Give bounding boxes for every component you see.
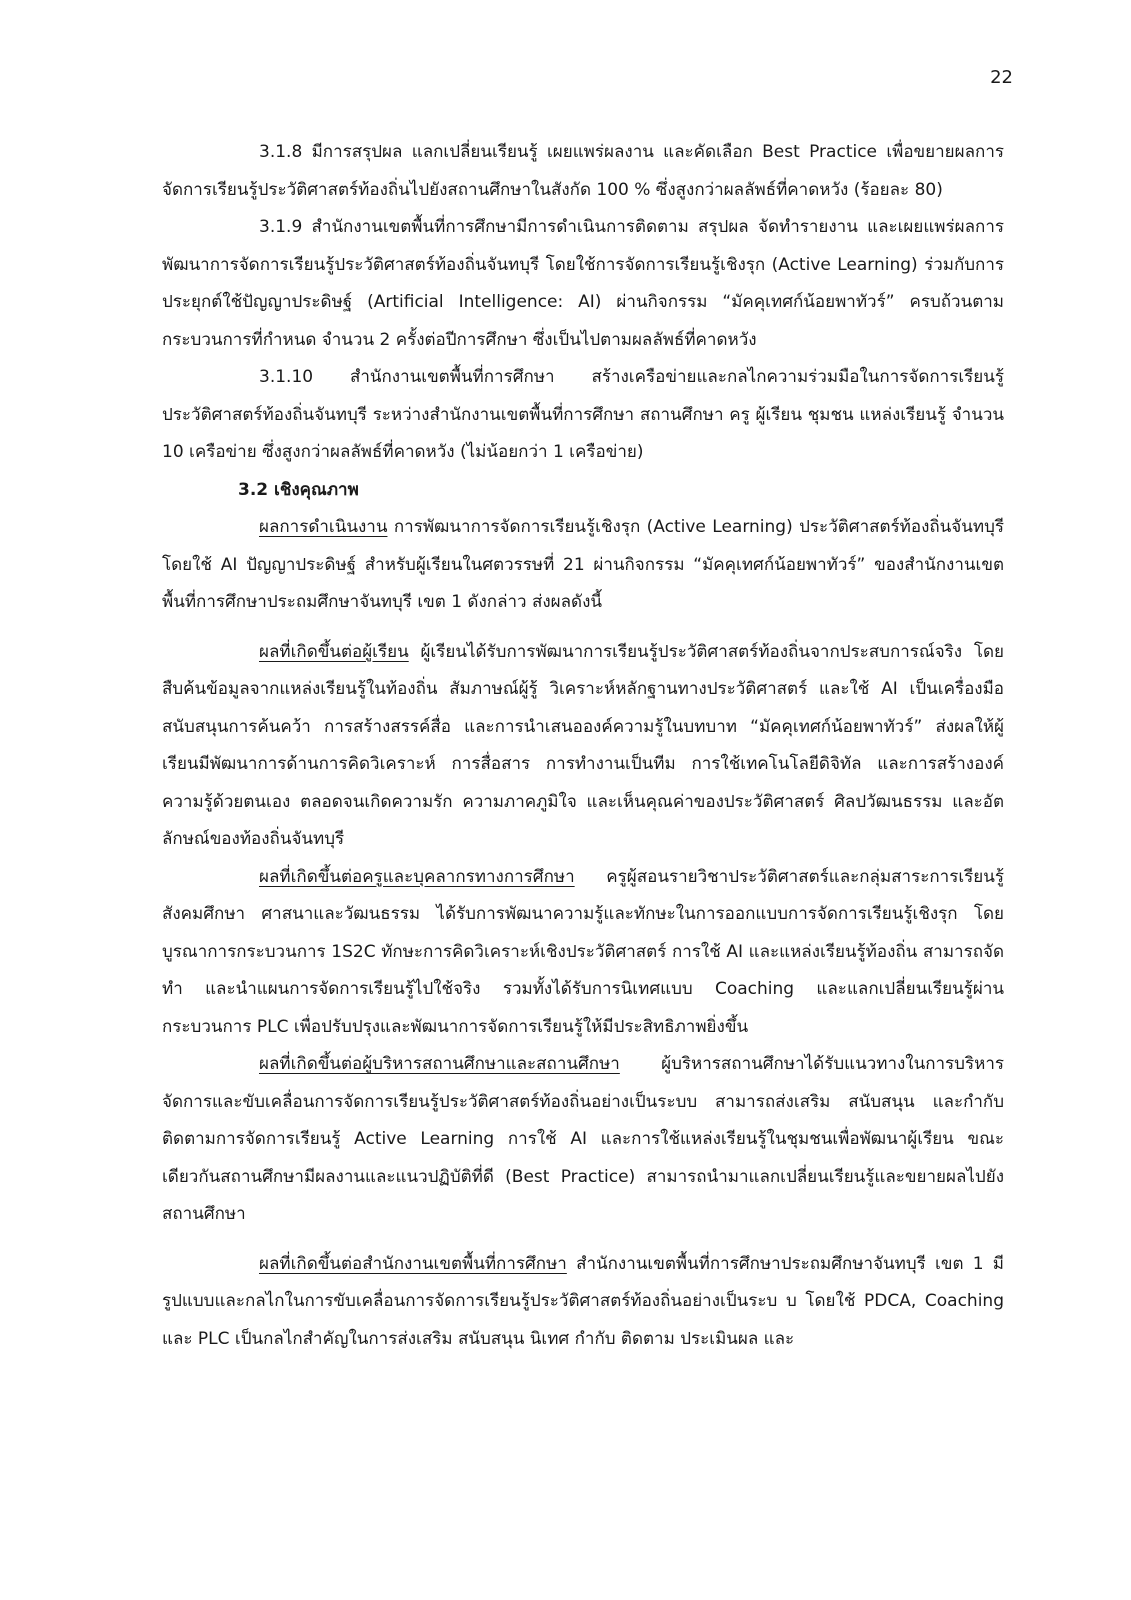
paragraph-text: 3.1.9 สำนักงานเขตพื้นที่การศึกษามีการดำเนินการติดตาม สรุปผล จัดทำรายงาน และเผยแพร่ผลการพัฒนาการจัดการเรียนรู้ประวัติศาสตร์ท้องถิ่นจันทบุรี โดยใช้การจัดการเรียนรู้เชิงรุก (Active Learning) ร่วมกับการประยุกต์ใช้ปัญญาประดิษฐ์ (Artificial Intelligence: AI) ผ่านกิจกรรม “มัคคุเทศก์น้อยพาทัวร์” ครบถ้วนตามกระบวนการที่กำหนด จำนวน 2 ครั้งต่อปีการศึกษา ซึ่งเป็นไปตามผลลัพธ์ที่คาดหวัง xyxy=(162,217,1004,350)
paragraph-text: ครูผู้สอนรายวิชาประวัติศาสตร์และกลุ่มสาระการเรียนรู้สังคมศึกษา ศาสนาและวัฒนธรรม ได้รับการพัฒนาความรู้และทักษะในการออกแบบการจัดการเรียนรู้เชิงรุก โดยบูรณาการกระบวนการ 1S2C ทักษะการคิดวิเคราะห์เชิงประวัติศาสตร์ การใช้ AI และแหล่งเรียนรู้ท้องถิ่น สามารถจัดทำ และนำแผนการจัดการเรียนรู้ไปใช้จริง รวมทั้งได้รับการนิเทศแบบ Coaching และแลกเปลี่ยนเรียนรู้ผ่านกระบวนการ PLC เพื่อปรับปรุงและพัฒนาการจัดการเรียนรู้ให้มีประสิทธิภาพยิ่งขึ้น xyxy=(162,866,1004,1037)
paragraph-3-1-9 xyxy=(162,209,1004,359)
paragraph-text: ผู้บริหารสถานศึกษาได้รับแนวทางในการบริหารจัดการและขับเคลื่อนการจัดการเรียนรู้ประวัติศาสตร์ท้องถิ่นอย่างเป็นระบบ สามารถส่งเสริม สนับสนุน และกำกับติดตามการจัดการเรียนรู้ Active Learning การใช้ AI และการใช้แหล่งเรียนรู้ในชุมชนเพื่อพัฒนาผู้เรียน ขณะเดียวกันสถานศึกษามีผลงานและแนวปฏิบัติที่ดี (Best Practice) สามารถนำมาแลกเปลี่ยนเรียนรู้และขยายผลไปยังสถานศึกษา xyxy=(162,1054,1004,1224)
paragraph-label: ผลที่เกิดขึ้นต่อสำนักงานเขตพื้นที่การศึกษา xyxy=(259,1253,567,1274)
paragraph-administrators xyxy=(162,1046,1004,1234)
paragraph-label: ผลที่เกิดขึ้นต่อผู้เรียน xyxy=(259,641,409,662)
paragraph-text: ผู้เรียนได้รับการพัฒนาการเรียนรู้ประวัติศาสตร์ท้องถิ่นจากประสบการณ์จริง โดยสืบค้นข้อมูลจากแหล่งเรียนรู้ในท้องถิ่น สัมภาษณ์ผู้รู้ วิเคราะห์หลักฐานทางประวัติศาสตร์ และใช้ AI เป็นเครื่องมือสนับสนุนการค้นคว้า การสร้างสรรค์สื่อ และการนำเสนอองค์ความรู้ในบทบาท “มัคคุเทศก์น้อยพาทัวร์” ส่งผลให้ผู้เรียนมีพัฒนาการด้านการคิดวิเคราะห์ การสื่อสาร การทำงานเป็นทีม การใช้เทคโนโลยีดิจิทัล และการสร้างองค์ความรู้ด้วยตนเอง ตลอดจนเกิดความรัก ความภาคภูมิใจ และเห็นคุณค่าของประวัติศาสตร์ ศิลปวัฒนธรรม และอัตลักษณ์ของท้องถิ่นจันทบุรี xyxy=(162,641,1004,849)
paragraph-teachers xyxy=(162,859,1004,1047)
paragraph-label: ผลที่เกิดขึ้นต่อผู้บริหารสถานศึกษาและสถานศึกษา xyxy=(259,1054,620,1074)
paragraph-text: 3.1.10 สำนักงานเขตพื้นที่การศึกษา สร้างเครือข่ายและกลไกความร่วมมือในการจัดการเรียนรู้ประวัติศาสตร์ท้องถิ่นจันทบุรี ระหว่างสำนักงานเขตพื้นที่การศึกษา สถานศึกษา ครู ผู้เรียน ชุมชน แหล่งเรียนรู้ จำนวน 10 เครือข่าย ซึ่งสูงกว่าผลลัพธ์ที่คาดหวัง (ไม่น้อยกว่า 1 เครือข่าย) xyxy=(162,367,1004,462)
body-text xyxy=(162,134,1004,1358)
paragraph-text: 3.1.8 มีการสรุปผล แลกเปลี่ยนเรียนรู้ เผยแพร่ผลงาน และคัดเลือก Best Practice เพื่อขยายผลการจัดการเรียนรู้ประวัติศาสตร์ท้องถิ่นไปยังสถานศึกษาในสังกัด 100 % ซึ่งสูงกว่าผลลัพธ์ที่คาดหวัง (ร้อยละ 80) xyxy=(162,142,1004,200)
paragraph-3-1-10 xyxy=(162,359,1004,472)
paragraph-text: การพัฒนาการจัดการเรียนรู้เชิงรุก (Active Learning) ประวัติศาสตร์ท้องถิ่นจันทบุรี โดยใช้ AI ปัญญาประดิษฐ์ สำหรับผู้เรียนในศตวรรษที่ 21 ผ่านกิจกรรม “มัคคุเทศก์น้อยพาทัวร์” ของสำนักงานเขตพื้นที่การศึกษาประถมศึกษาจันทบุรี เขต 1 ดังกล่าว ส่งผลดังนี้ xyxy=(162,517,1004,612)
section-heading-3-2: 3.2 เชิงคุณภาพ xyxy=(238,479,359,500)
paragraph-district-office xyxy=(162,1246,1004,1359)
paragraph-label: ผลการดำเนินงาน xyxy=(259,517,388,537)
paragraph-learners xyxy=(162,634,1004,859)
paragraph-3-1-8 xyxy=(162,134,1004,209)
page-number: 22 xyxy=(990,67,1013,88)
paragraph-label: ผลที่เกิดขึ้นต่อครูและบุคลากรทางการศึกษา xyxy=(259,866,575,887)
paragraph-results xyxy=(162,509,1004,622)
paragraph-text: สำนักงานเขตพื้นที่การศึกษาประถมศึกษาจันทบุรี เขต 1 มีรูปแบบและกลไกในการขับเคลื่อนการจัดการเรียนรู้ประวัติศาสตร์ท้องถิ่นอย่างเป็นระบ บ โดยใช้ PDCA, Coaching และ PLC เป็นกลไกสำคัญในการส่งเสริม สนับสนุน นิเทศ กำกับ ติดตาม ประเมินผล และ xyxy=(162,1253,1004,1349)
